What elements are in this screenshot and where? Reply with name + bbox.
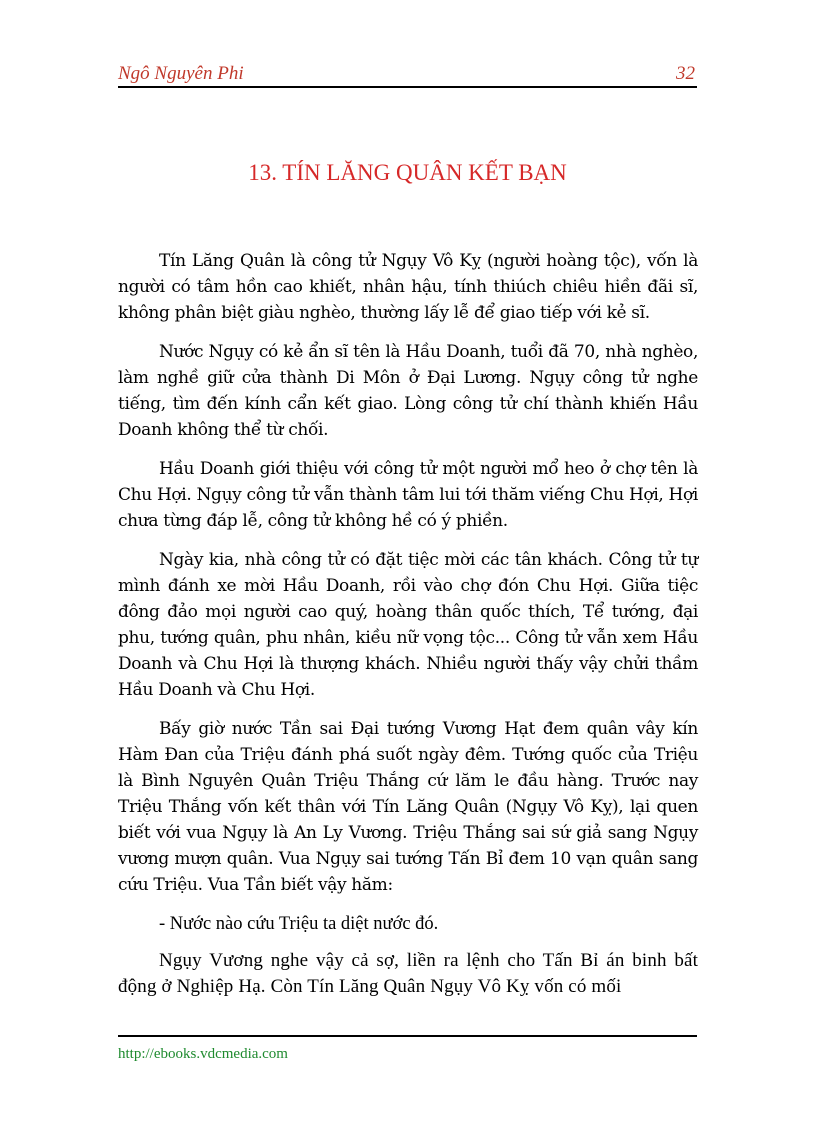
paragraph-1: Tín Lăng Quân là công tử Ngụy Vô Kỵ (người hoàng tộc), vốn là người có tâm hồn cao khiết, nhân hậu, tính thiúch chiêu hiền đãi sĩ, không phân biệt giàu nghèo, thường lấy lễ để giao tiếp với kẻ sĩ. [118, 251, 698, 323]
paragraph-4: Ngày kia, nhà công tử có đặt tiệc mời các tân khách. Công tử tự mình đánh xe mời Hầu Doanh, rồi vào chợ đón Chu Hợi. Giữa tiệc đông đảo mọi người cao quý, hoàng thân quốc thích, Tể tướng, đại phu, tướng quân, phu nhân, kiều nữ vọng tộc... Công tử vẫn xem Hầu Doanh và Chu Hợi là thượng khách. Nhiều người thấy vậy chửi thầm Hầu Doanh và Chu Hợi. [118, 550, 698, 700]
page-header [118, 60, 697, 88]
paragraph-5: Bấy giờ nước Tần sai Đại tướng Vương Hạt đem quân vây kín Hàm Đan của Triệu đánh phá suốt ngày đêm. Tướng quốc của Triệu là Bình Nguyên Quân Triệu Thắng cứ lăm le đầu hàng. Trước nay Triệu Thắng vốn kết thân với Tín Lăng Quân (Ngụy Vô Kỵ), lại quen biết với vua Ngụy là An Ly Vương. Triệu Thắng sai sứ giả sang Ngụy vương mượn quân. Vua Ngụy sai tướng Tấn Bỉ đem 10 vạn quân sang cứu Triệu. Vua Tần biết vậy hăm: [118, 719, 698, 895]
paragraph-6-dialog: - Nước nào cứu Triệu ta diệt nước đó. [159, 914, 439, 934]
paragraph-2: Nước Ngụy có kẻ ẩn sĩ tên là Hầu Doanh, tuổi đã 70, nhà nghèo, làm nghề giữ cửa thành Di Môn ở Đại Lương. Ngụy công tử nghe tiếng, tìm đến kính cẩn kết giao. Lòng công tử chí thành khiến Hầu Doanh không thể từ chối. [118, 342, 698, 440]
footer-divider [118, 1035, 697, 1037]
paragraph-3: Hầu Doanh giới thiệu với công tử một người mổ heo ở chợ tên là Chu Hợi. Ngụy công tử vẫn thành tâm lui tới thăm viếng Chu Hợi, Hợi chưa từng đáp lễ, công tử không hề có ý phiền. [118, 459, 698, 531]
paragraph-7: Ngụy Vương nghe vậy cả sợ, liền ra lệnh cho Tấn Bỉ án binh bất động ở Nghiệp Hạ. Còn Tín Lăng Quân Ngụy Vô Kỵ vốn có mối [118, 950, 698, 997]
header-author: Ngô Nguyên Phi [118, 63, 244, 84]
body-text [118, 248, 698, 1013]
chapter-title: 13. TÍN LĂNG QUÂN KẾT BẠN [248, 160, 567, 185]
header-page-number: 32 [676, 63, 695, 84]
footer-url[interactable]: http://ebooks.vdcmedia.com [118, 1046, 288, 1062]
